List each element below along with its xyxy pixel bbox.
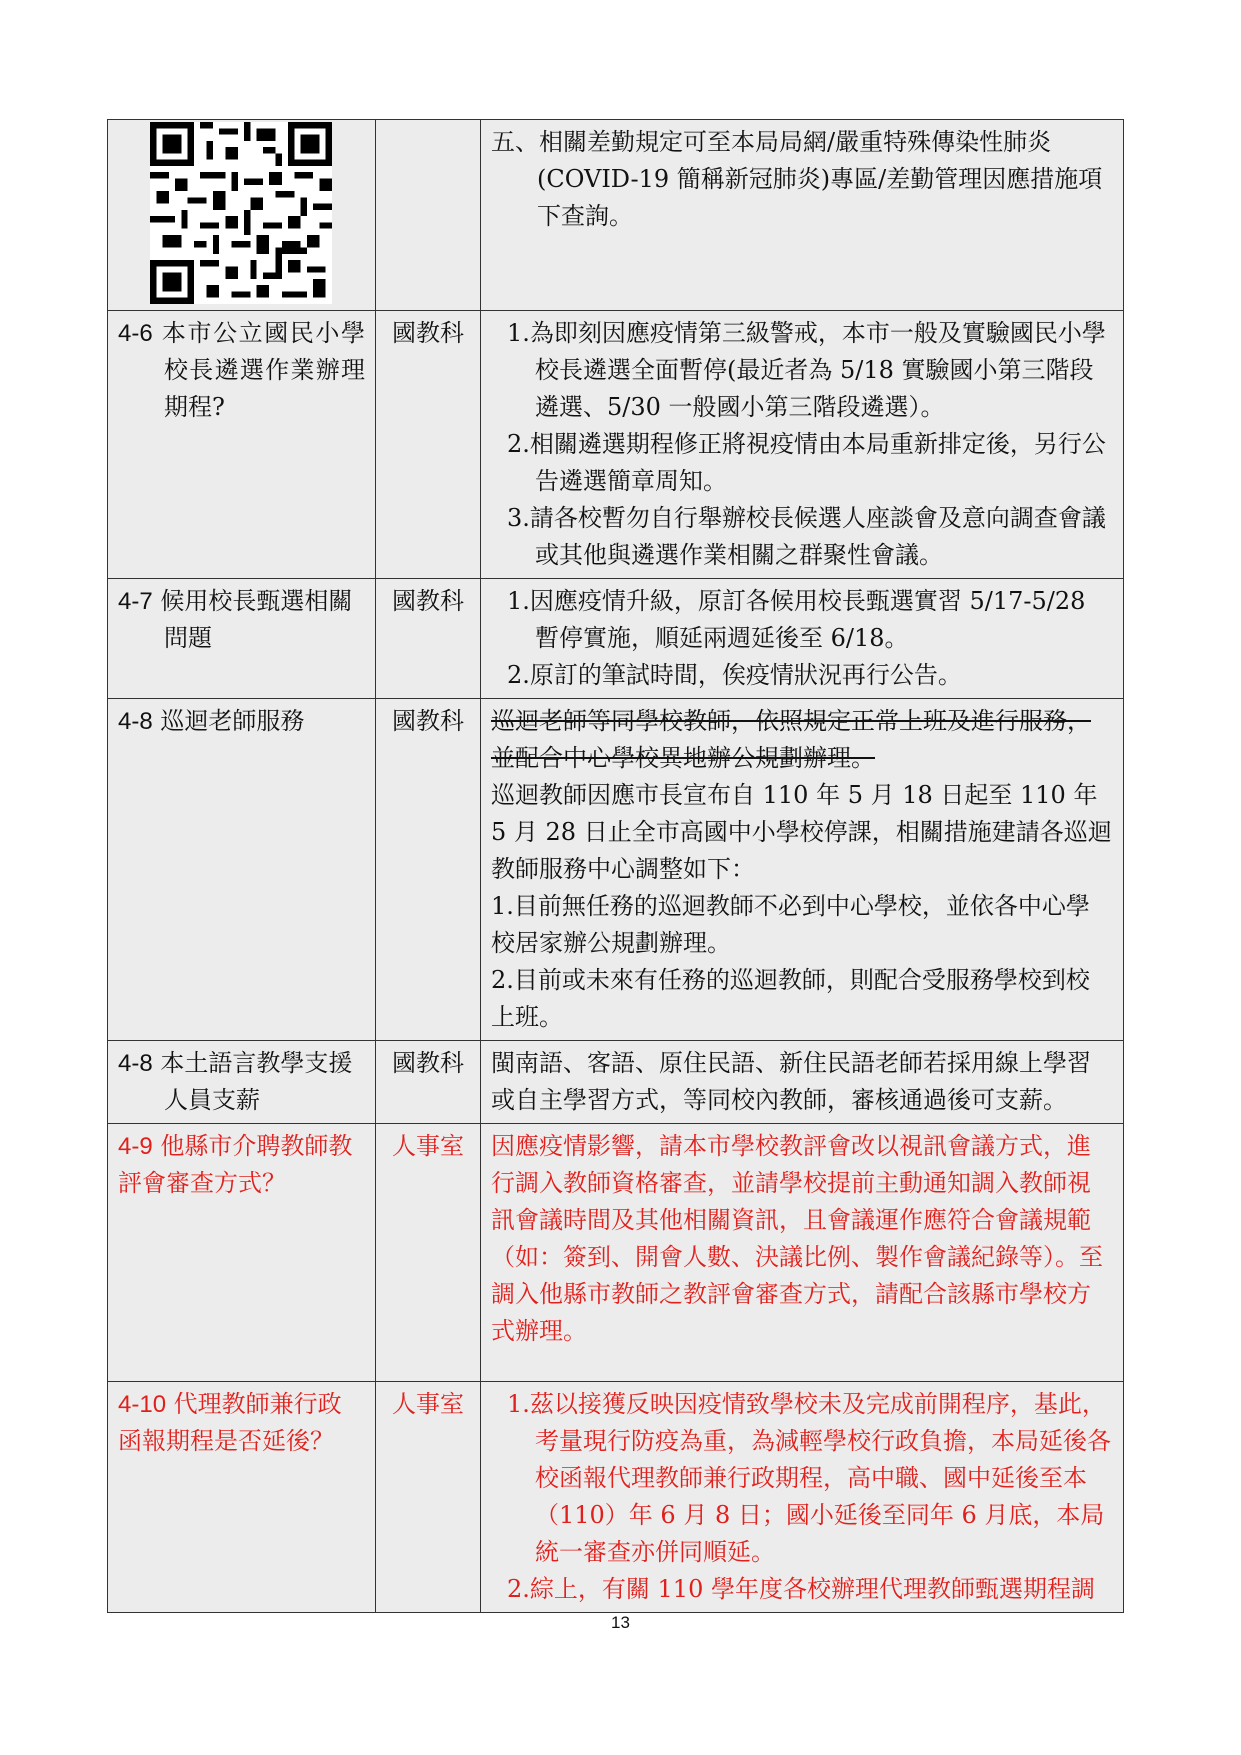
question-number: 4-10 [118,1391,167,1418]
answer-item: 2.目前或未來有任務的巡迴教師，則配合受服務學校到校上班。 [491,966,1090,1031]
question-cell [108,699,376,1041]
answer-paragraph: 五、相關差勤規定可至本局局網/嚴重特殊傳染性肺炎(COVID-19 簡稱新冠肺炎)專區/差勤管理因應措施項下查詢。 [491,128,1103,230]
answer-item: 3.請各校暫勿自行舉辦校長候選人座談會及意向調查會議或其他與遴選作業相關之群聚性會議。 [507,504,1106,569]
question-number: 4-6 [118,320,153,347]
answer-paragraph: 閩南語、客語、原住民語、新住民語老師若採用線上學習或自主學習方式，等同校內教師，審核通過後可支薪。 [491,1049,1091,1114]
question-number: 4-8 [118,708,153,735]
answer-item: 1.為即刻因應疫情第三級警戒，本市一般及實驗國民小學校長遴選全面暫停(最近者為 5/18 實驗國小第三階段遴選、5/30 一般國小第三階段遴選）。 [507,319,1106,421]
question-number: 4-7 [118,588,153,615]
page-number: 13 [611,1613,630,1632]
answer-item: 1.因應疫情升級，原訂各候用校長甄選實習 5/17-5/28 暫停實施，順延兩週延後至 6/18。 [507,587,1086,652]
question-text: 本土語言教學支援人員支薪 [152,1049,353,1114]
answer-paragraph: 因應疫情影響，請本市學校教評會改以視訊會議方式，進行調入教師資格審查，並請學校提前主動通知調入教師視訊會議時間及其他相關資訊，且會議運作應符合會議規範（如：簽到、開會人數、決議比例、製作會議紀錄等）。至調入他縣市教師之教評會審查方式，請配合該縣市學校方式辦理。 [491,1132,1103,1345]
answer-cell [481,120,1124,311]
question-number: 4-9 [118,1133,153,1160]
answer-paragraph: 巡迴教師因應市長宣布自 110 年 5 月 18 日起至 110 年 5 月 28 日止全市高國中小學校停課，相關措施建請各巡迴教師服務中心調整如下： [491,781,1112,883]
answer-item: 2.相關遴選期程修正將視疫情由本局重新排定後，另行公告遴選簡章周知。 [507,430,1106,495]
answer-cell [481,1041,1124,1124]
question-number: 4-8 [118,1050,153,1077]
qr-code-icon [150,122,332,304]
table-row [108,1041,1124,1124]
table-row [108,1124,1124,1382]
answer-item: 1.目前無任務的巡迴教師不必到中心學校，並依各中心學校居家辦公規劃辦理。 [491,892,1090,957]
dept-cell: 人事室 [376,1382,481,1613]
answer-item: 2.原訂的筆試時間，俟疫情狀況再行公告。 [507,661,962,689]
answer-item: 1.茲以接獲反映因疫情致學校未及完成前開程序，基此，考量現行防疫為重，為減輕學校行政負擔，本局延後各校函報代理教師兼行政期程，高中職、國中延後至本（110）年 6 月 8 日；國小延後至同年 6 月底，本局統一審查亦併同順延。 [507,1390,1111,1566]
dept-cell: 國教科 [376,1041,481,1124]
table-row [108,699,1124,1041]
struck-answer: 巡迴老師等同學校教師，依照規定正常上班及進行服務，並配合中心學校異地辦公規劃辦理。 [491,707,1091,772]
question-text: 他縣市介聘教師教評會審查方式？ [118,1132,353,1197]
question-cell [108,311,376,579]
question-text: 巡迴老師服務 [152,707,305,735]
question-text: 代理教師兼行政函報期程是否延後？ [118,1390,342,1455]
question-text: 候用校長甄選相關問題 [152,587,353,652]
qr-cell [108,120,376,311]
dept-cell: 國教科 [376,579,481,699]
table-row [108,1382,1124,1613]
question-text: 本市公立國民小學校長遴選作業辦理期程? [152,319,365,421]
answer-cell [481,311,1124,579]
table-row [108,120,1124,311]
question-cell [108,1382,376,1613]
answer-item: 2.綜上，有關 110 學年度各校辦理代理教師甄選期程調 [507,1575,1095,1603]
dept-cell [376,120,481,311]
table-row [108,311,1124,579]
question-cell [108,1041,376,1124]
answer-cell [481,699,1124,1041]
faq-table [107,119,1124,1613]
table-row [108,579,1124,699]
question-cell [108,579,376,699]
answer-cell [481,1382,1124,1613]
question-cell [108,1124,376,1382]
dept-cell: 人事室 [376,1124,481,1382]
answer-cell [481,1124,1124,1382]
dept-cell: 國教科 [376,699,481,1041]
dept-cell: 國教科 [376,311,481,579]
answer-cell [481,579,1124,699]
